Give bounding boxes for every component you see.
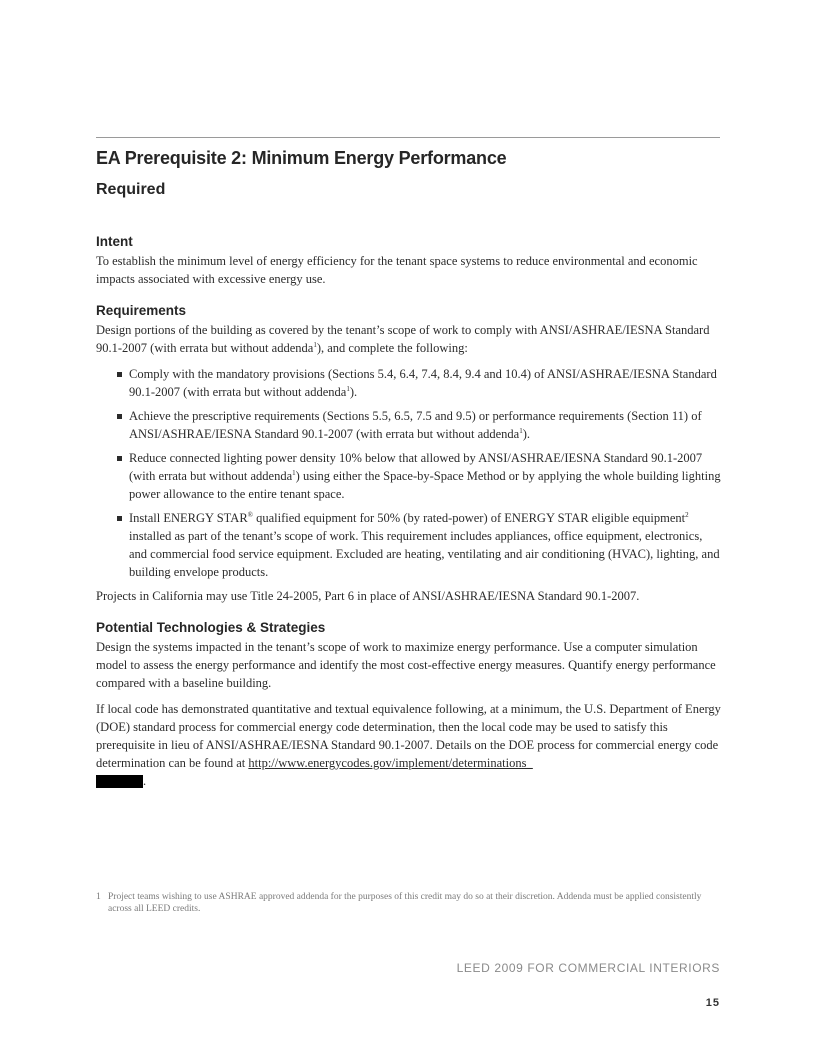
page-number: 15 (705, 997, 720, 1009)
list-item-text: Achieve the prescriptive requirements (Sections 5.5, 6.5, 7.5 and 9.5) or performance requirements (Section 11) of ANSI/ASHRAE/IESNA Standard 90.1-2007 (with errata but without addenda (129, 409, 702, 441)
intent-heading: Intent (96, 234, 133, 249)
list-item (129, 407, 722, 443)
requirements-heading: Requirements (96, 303, 187, 318)
footnote-number: 1 (96, 892, 101, 902)
requirements-intro-b: ), and complete the following: (316, 341, 468, 355)
intent-section (96, 233, 722, 288)
requirements-intro-a: Design portions of the building as covered by the tenant’s scope of work to comply with ANSI/ASHRAE/IESNA Standard 90.1-2007 (with errata but without addenda (96, 323, 710, 355)
list-item-text-mid: qualified equipment for 50% (by rated-power) of ENERGY STAR eligible equipment (253, 511, 686, 525)
list-item-text-end: ). (522, 427, 531, 441)
list-item-text: Reduce connected lighting power density 10% below that allowed by ANSI/ASHRAE/IESNA Standard 90.1-2007 (with errata but without addenda (129, 451, 703, 483)
strategies-para-2 (96, 700, 722, 790)
redaction-block (96, 775, 143, 788)
footnote-ref: 1 (313, 340, 317, 349)
footer-title: LEED 2009 FOR COMMERCIAL INTERIORS (456, 961, 720, 975)
strategies-para-2-end: . (143, 774, 147, 788)
list-item-text: Install ENERGY STAR (129, 511, 248, 525)
header-rule (96, 137, 720, 138)
strategies-heading: Potential Technologies & Strategies (96, 620, 326, 635)
list-item-text-end: installed as part of the tenant’s scope of work. This requirement includes appliances, office equipment, electronics, and commercial food service equipment. Excluded are heating, ventilating and air conditioning (HVAC), lighting, and building envelope products. (129, 529, 720, 579)
list-item-text-end: ). (349, 385, 358, 399)
registered-mark: ® (247, 510, 253, 519)
doe-determinations-link[interactable]: http://www.energycodes.gov/implement/determinations_ (248, 756, 533, 770)
strategies-para-2-text: If local code has demonstrated quantitative and textual equivalence following, at a minimum, the U.S. Department of Energy (DOE) standard process for commercial energy code determination, then the local code may be used to satisfy this prerequisite in lieu of ANSI/ASHRAE/IESNA Standard 90.1-2007. Details on the DOE process for commercial energy code determination can be found at (96, 702, 721, 770)
list-item (129, 365, 722, 401)
footnote (96, 891, 720, 915)
footnote-text: Project teams wishing to use ASHRAE approved addenda for the purposes of this credit may do so at their discretion. Addenda must be applied consistently across all LEED credits. (108, 892, 702, 914)
square-bullet-icon (117, 372, 122, 377)
strategies-para-1: Design the systems impacted in the tenant’s scope of work to maximize energy performance. Use a computer simulation model to assess the energy performance and identify the most cost-effective energy measures. Quantify energy performance compared with a baseline building. (96, 640, 716, 690)
list-item-text-end: ) using either the Space-by-Space Method or by applying the whole building lighting power allowance to the entire tenant space. (129, 469, 721, 501)
footnote-ref: 1 (292, 468, 296, 477)
requirements-closing: Projects in California may use Title 24-2005, Part 6 in place of ANSI/ASHRAE/IESNA Standard 90.1-2007. (96, 589, 640, 603)
strategies-section (96, 619, 722, 790)
page-title: EA Prerequisite 2: Minimum Energy Performance (96, 148, 507, 168)
requirements-list (96, 365, 722, 581)
list-item-text: Comply with the mandatory provisions (Sections 5.4, 6.4, 7.4, 8.4, 9.4 and 10.4) of ANSI/ASHRAE/IESNA Standard 90.1-2007 (with errata but without addenda (129, 367, 717, 399)
list-item (129, 449, 722, 503)
page-subtitle: Required (96, 181, 166, 198)
square-bullet-icon (117, 456, 122, 461)
footnote-ref: 1 (519, 426, 523, 435)
requirements-section (96, 302, 722, 605)
intent-text: To establish the minimum level of energy efficiency for the tenant space systems to reduce environmental and economic impacts associated with excessive energy use. (96, 254, 698, 286)
requirements-intro (96, 321, 722, 357)
main-content (96, 233, 722, 804)
footnote-ref: 2 (685, 510, 689, 519)
footnote-ref: 1 (346, 384, 350, 393)
square-bullet-icon (117, 414, 122, 419)
list-item (129, 509, 722, 581)
square-bullet-icon (117, 516, 122, 521)
